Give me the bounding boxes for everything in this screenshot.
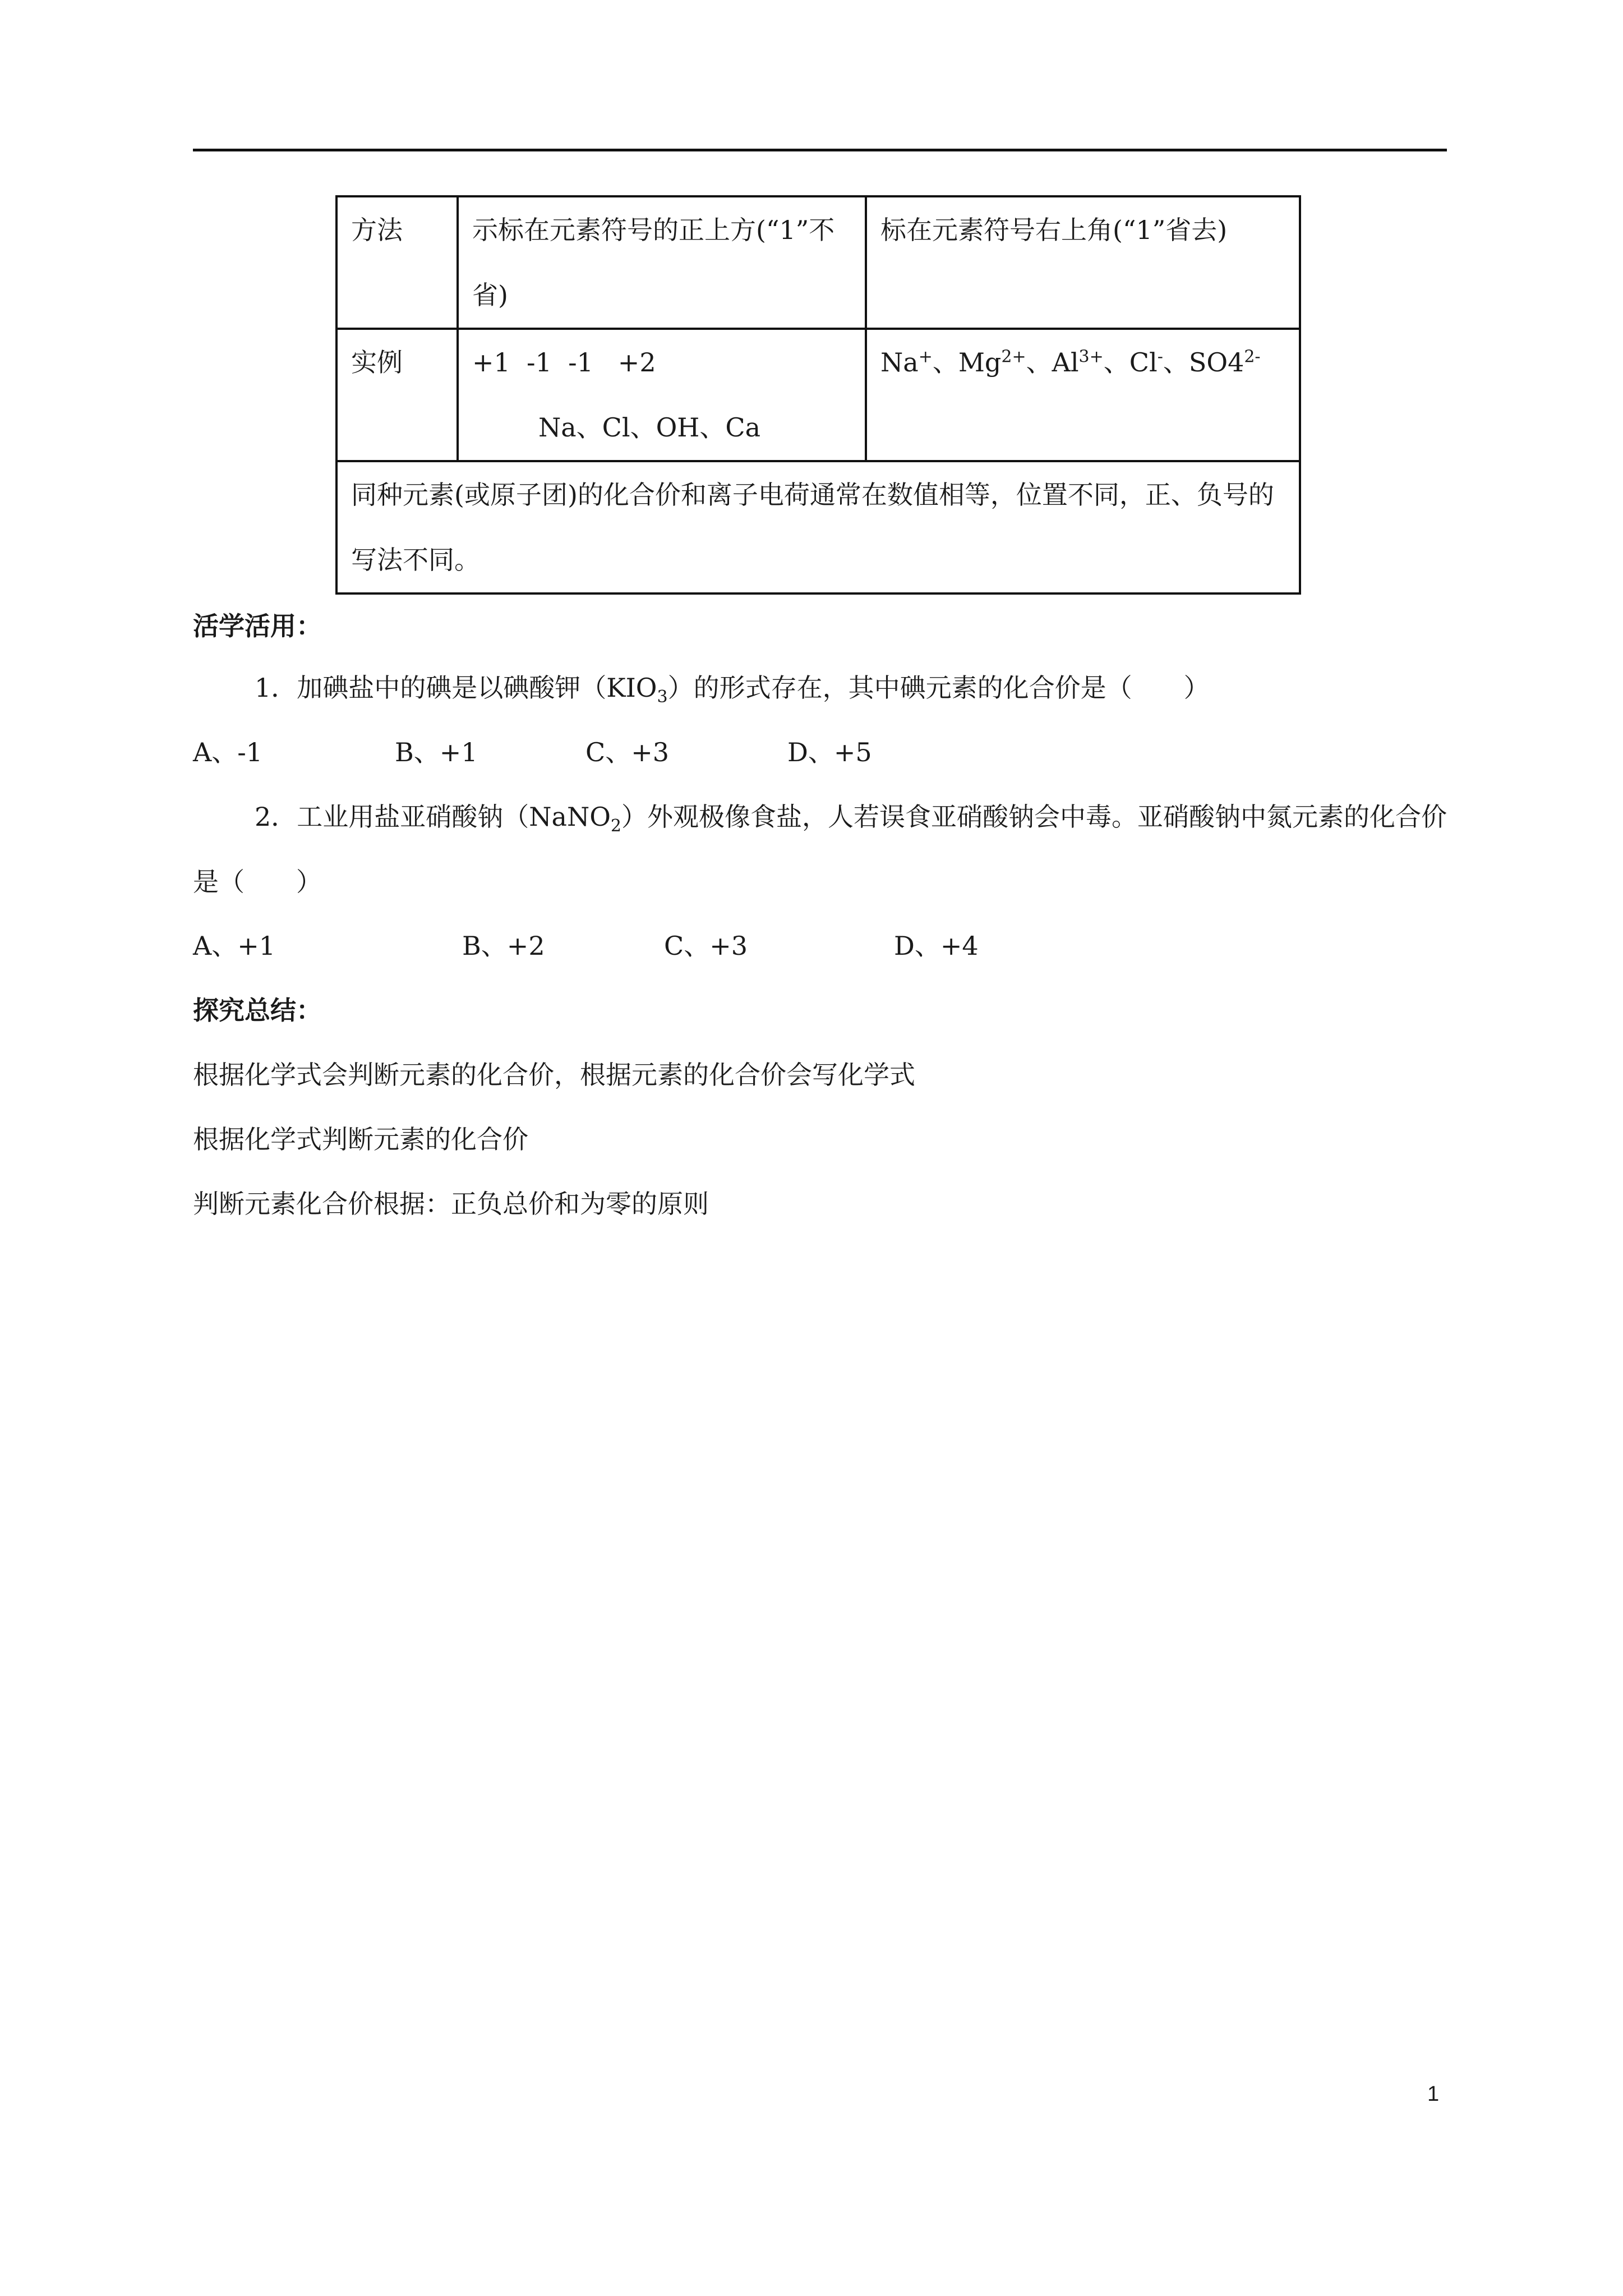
question-2-text-b: ）外观极像食盐，人若误食亚硝酸钠会中毒。亚硝酸钠中氮元素的化合价是（ ） <box>193 802 1447 897</box>
question-1-text-a: 1．加碘盐中的碘是以碘酸钾（KIO <box>255 673 657 703</box>
question-1-options <box>193 720 1447 785</box>
question-1-option-b: B、+1 <box>395 737 478 767</box>
ion-so4-charge: 2- <box>1244 347 1261 367</box>
question-1-option-c: C、+3 <box>585 737 670 767</box>
question-2-option-c: C、+3 <box>664 931 748 961</box>
valence-signs: +1 -1 -1 +2 <box>472 347 656 378</box>
practice-heading: 活学活用： <box>193 611 322 641</box>
example-label: 实例 <box>336 329 458 461</box>
ion-al: 、Al <box>1026 347 1079 378</box>
table-row-note <box>336 461 1300 593</box>
ion-al-charge: 3+ <box>1078 347 1104 367</box>
valence-symbols: Na、Cl、OH、Ca <box>538 412 761 443</box>
question-2 <box>193 784 1447 914</box>
page-number: 1 <box>1427 2082 1440 2106</box>
question-1-subscript: 3 <box>657 687 668 707</box>
table-row-example <box>336 329 1300 461</box>
question-2-subscript: 2 <box>610 816 621 836</box>
ion-na-charge: + <box>918 347 933 367</box>
ion-mg-charge: 2+ <box>1001 347 1026 367</box>
summary-line-3: 判断元素化合价根据：正负总价和为零的原则 <box>193 1189 709 1219</box>
question-2-options <box>193 913 1447 978</box>
ion-mg: 、Mg <box>932 347 1002 378</box>
summary-line-1: 根据化学式会判断元素的化合价，根据元素的化合价会写化学式 <box>193 1060 915 1090</box>
ion-cl-charge: - <box>1157 347 1163 367</box>
valence-vs-ion-table <box>335 195 1301 595</box>
method-label: 方法 <box>336 196 458 329</box>
ion-cl: 、Cl <box>1103 347 1158 378</box>
question-2-text-a: 2．工业用盐亚硝酸钠（NaNO <box>255 802 611 832</box>
method-ion-cell: 标在元素符号右上角(“1”省去) <box>866 196 1300 329</box>
ion-na: Na <box>880 347 919 378</box>
summary-heading: 探究总结： <box>193 995 322 1025</box>
method-valence-cell: 示标在元素符号的正上方(“1”不省) <box>458 196 866 329</box>
question-1 <box>193 655 1447 720</box>
example-ion-cell <box>866 329 1300 461</box>
summary-line-2: 根据化学式判断元素的化合价 <box>193 1124 528 1154</box>
question-2-option-a: A、+1 <box>193 931 276 961</box>
question-1-option-a: A、-1 <box>193 737 263 767</box>
note-cell: 同种元素(或原子团)的化合价和离子电荷通常在数值相等，位置不同，正、负号的写法不同。 <box>336 461 1300 593</box>
table-row-method <box>336 196 1300 329</box>
question-1-option-d: D、+5 <box>787 737 872 767</box>
question-2-option-b: B、+2 <box>462 931 545 961</box>
example-valence-cell <box>458 329 866 461</box>
header-rule <box>193 149 1447 151</box>
question-2-option-d: D、+4 <box>894 931 979 961</box>
ion-so4: 、SO4 <box>1163 347 1244 378</box>
question-1-text-b: ）的形式存在，其中碘元素的化合价是（ ） <box>667 673 1210 703</box>
